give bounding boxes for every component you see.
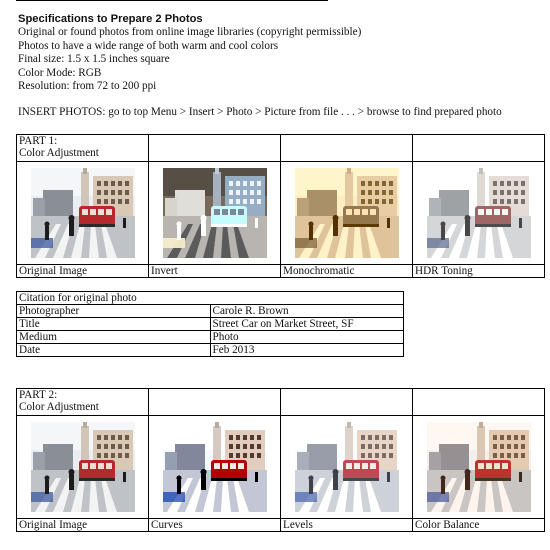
citation-value: Street Car on Market Street, SF [210,318,404,331]
photo-levels [295,422,399,512]
citation-label: Medium [17,331,211,344]
empty-cell [281,389,413,416]
part1-subtitle: Color Adjustment [19,147,99,159]
empty-cell [413,135,545,162]
caption-levels: Levels [281,519,413,532]
caption-original: Original Image [17,265,149,278]
citation-table [16,291,404,357]
part2-table [16,388,545,532]
photo-original [31,168,135,258]
specifications-heading: Specifications to Prepare 2 Photos [18,13,203,25]
caption-hdr-toning: HDR Toning [413,265,545,278]
photo-cell [413,416,545,519]
photo-hdr-toning [427,168,531,258]
empty-cell [149,389,281,416]
citation-title: Citation for original photo [17,292,404,305]
empty-cell [149,135,281,162]
part2-subtitle: Color Adjustment [19,401,99,413]
specifications-block [18,13,502,120]
photo-color-balance [427,422,531,512]
spec-line: Original or found photos from online image libraries (copyright permissible) [18,26,362,39]
photo-cell [281,416,413,519]
caption-curves: Curves [149,519,281,532]
part1-title: PART 1: [19,135,58,147]
citation-label: Title [17,318,211,331]
photo-invert [163,168,267,258]
part1-title-cell [17,135,149,162]
photo-cell [17,162,149,265]
citation-value: Feb 2013 [210,344,404,357]
photo-cell [149,162,281,265]
spec-line: Resolution: from 72 to 200 ppi [18,80,157,93]
insert-photos-instructions: INSERT PHOTOS: go to top Menu > Insert > Photo > Picture from file . . . > browse to find prepared photo [18,106,502,119]
top-rule [16,0,328,1]
citation-label: Date [17,344,211,357]
photo-cell [149,416,281,519]
part1-table [16,134,545,278]
part2-title-cell [17,389,149,416]
citation-label: Photographer [17,305,211,318]
photo-curves [163,422,267,512]
spec-line: Final size: 1.5 x 1.5 inches square [18,53,170,66]
citation-value: Carole R. Brown [210,305,404,318]
caption-invert: Invert [149,265,281,278]
part2-title: PART 2: [19,389,58,401]
caption-monochromatic: Monochromatic [281,265,413,278]
spec-line: Color Mode: RGB [18,66,102,79]
caption-original: Original Image [17,519,149,532]
caption-color-balance: Color Balance [413,519,545,532]
empty-cell [281,135,413,162]
photo-cell [17,416,149,519]
photo-monochromatic [295,168,399,258]
photo-cell [281,162,413,265]
spec-line: Photos to have a wide range of both warm and cool colors [18,39,279,52]
empty-cell [413,389,545,416]
citation-value: Photo [210,331,404,344]
photo-cell [413,162,545,265]
photo-original [31,422,135,512]
